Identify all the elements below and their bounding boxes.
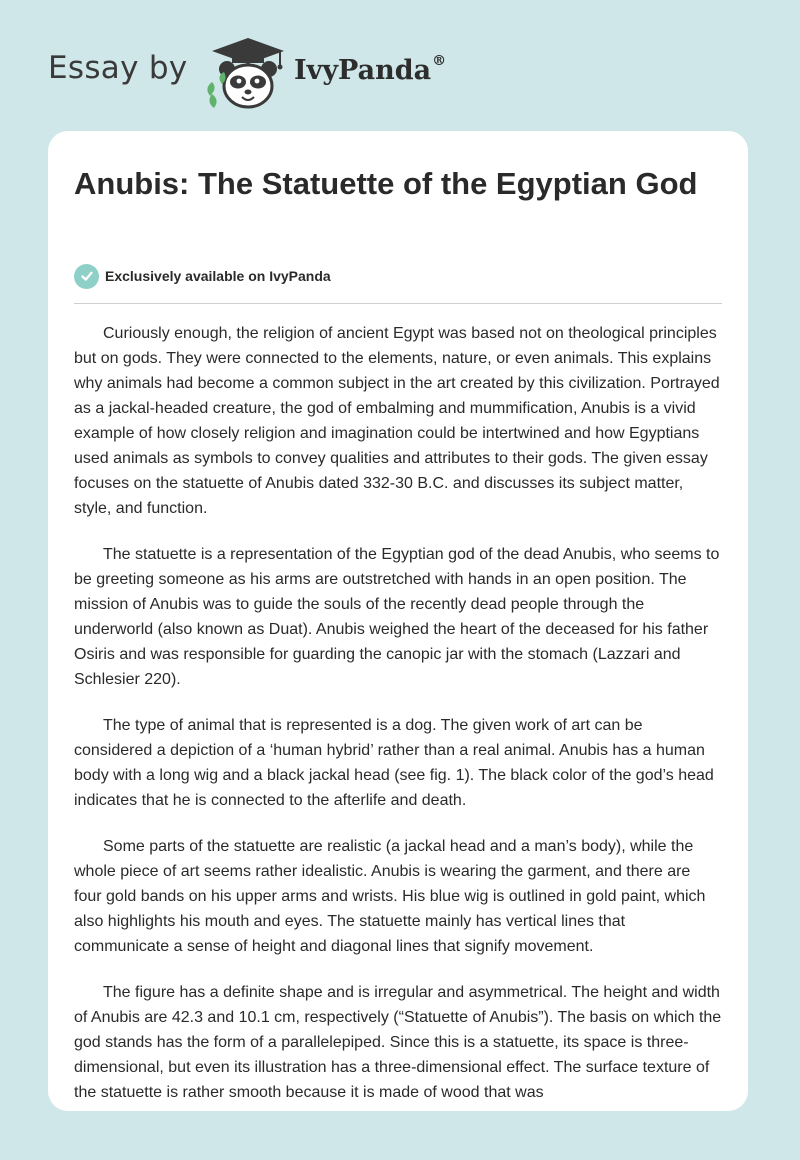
exclusive-label: Exclusively available on IvyPanda — [105, 268, 331, 284]
paragraph: The figure has a definite shape and is irregular and asymmetrical. The height and width of Anubis are 42.3 and 10.1 cm, respectively (“Statuette of Anubis”). The basis on which the god stands has the form of a parallelepiped. Since this is a statuette, its space is three-dimensional, but even its illustration has a three-dimensional effect. The surface texture of the statuette is rather smooth because it is made of wood that was — [74, 984, 722, 1101]
paragraph: The type of animal that is represented is a dog. The given work of art can be considered a depiction of a ‘human hybrid’ rather than a real animal. Anubis has a human body with a long wig and a black jackal head (see fig. 1). The black color of the god’s head indicates that he is connected to the afterlife and death. — [74, 717, 714, 809]
essay-title: Anubis: The Statuette of the Egyptian God — [74, 166, 698, 201]
registered-mark: ® — [432, 53, 447, 69]
essay-body — [74, 321, 722, 1111]
paragraph: Curiously enough, the religion of ancient Egypt was based not on theological principles but on gods. They were connected to the elements, nature, or even animals. This explains why animals had become a common subject in the art created by this civilization. Portrayed as a jackal-headed creature, the god of embalming and mummification, Anubis is a vivid example of how closely religion and imagination could be intertwined and how Egyptians used animals as symbols to convey qualities and attributes to their gods. The given essay focuses on the statuette of Anubis dated 332-30 B.C. and discusses its subject matter, style, and function. — [74, 325, 720, 517]
paragraph: The statuette is a representation of the Egyptian god of the dead Anubis, who seems to be greeting someone as his arms are outstretched with hands in an open position. The mission of Anubis was to guide the souls of the recently dead people through the underworld (also known as Duat). Anubis weighed the heart of the deceased for his father Osiris and was responsible for guarding the canopic jar with the stomach (Lazzari and Schlesier 220). — [74, 546, 720, 688]
brand-name-text: IvyPanda — [294, 55, 432, 86]
paragraph: Some parts of the statuette are realistic (a jackal head and a man’s body), while the whole piece of art seems rather idealistic. Anubis is wearing the garment, and there are four gold bands on his upper arms and wrists. His blue wig is outlined in gold paint, which also highlights his mouth and eyes. The statuette mainly has vertical lines that communicate a sense of height and diagonal lines that signify movement. — [74, 838, 706, 955]
title-divider — [74, 303, 722, 304]
site-header — [0, 0, 800, 130]
checkmark-icon — [74, 264, 99, 289]
brand-name[interactable] — [294, 55, 446, 86]
essay-by-label: Essay by — [48, 50, 188, 86]
ivypanda-logo-icon[interactable] — [200, 36, 296, 110]
essay-card — [48, 131, 748, 1111]
exclusive-badge — [74, 263, 331, 289]
